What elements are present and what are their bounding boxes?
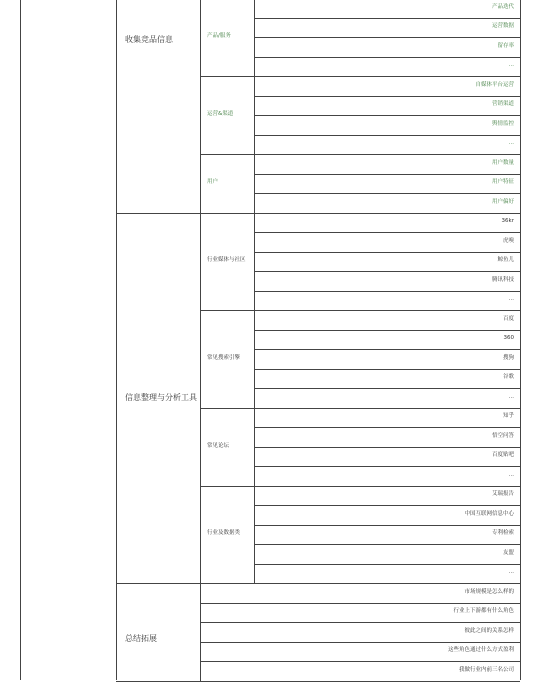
leaf-item: ... [508, 62, 514, 69]
row-divider [200, 642, 520, 643]
leaf-item: 用户特征 [491, 179, 514, 186]
leaf-item: 行业上下游都有什么角色 [453, 608, 514, 615]
leaf-item: 市场规模是怎么样的 [464, 588, 514, 595]
group-label: 产品/服务 [207, 33, 231, 39]
group-border [254, 408, 255, 486]
group-label: 行业及数据类 [207, 530, 241, 537]
group-label: 运营&渠道 [207, 111, 234, 117]
row-divider [254, 369, 520, 370]
leaf-item: 腾讯科技 [491, 276, 514, 283]
section-divider [116, 681, 520, 682]
leaf-item: 谷歌 [502, 374, 514, 381]
leaf-item: 舆情监控 [491, 120, 514, 127]
leaf-item: 我做行业内前三名公司 [458, 666, 514, 673]
group-label: 行业媒体与社区 [207, 257, 246, 264]
leaf-item: 搜狗 [502, 354, 514, 361]
group-border [200, 213, 201, 311]
row-divider [254, 18, 520, 19]
leaf-item: 中国互联网信息中心 [464, 510, 514, 517]
row-divider [254, 135, 520, 136]
row-divider [254, 232, 520, 233]
row-divider [254, 544, 520, 545]
leaf-item: 悟空问答 [491, 432, 514, 439]
row-divider [254, 427, 520, 428]
column-border [520, 0, 521, 680]
row-divider [254, 525, 520, 526]
leaf-item: 百度 [502, 315, 514, 322]
group-border [200, 0, 201, 76]
leaf-item: 专利检索 [491, 530, 514, 537]
leaf-item: ... [508, 569, 514, 576]
row-divider [254, 505, 520, 506]
group-border [254, 0, 255, 76]
row-divider [254, 349, 520, 350]
row-divider [254, 57, 520, 58]
column-border [116, 0, 117, 680]
leaf-item: 用户偏好 [491, 198, 514, 205]
group-border [254, 486, 255, 584]
row-divider [254, 271, 520, 272]
row-divider [254, 466, 520, 467]
group-divider [200, 310, 254, 311]
row-divider [254, 252, 520, 253]
leaf-item: 自媒体平台运营 [475, 81, 514, 88]
row-divider [254, 37, 520, 38]
group-divider [200, 154, 254, 155]
row-divider [254, 447, 520, 448]
leaf-item: 鲸鱼儿 [497, 257, 514, 264]
leaf-item: 营销渠道 [491, 101, 514, 108]
column-border [20, 0, 21, 680]
group-label: 常见论坛 [207, 442, 230, 449]
leaf-item: 知乎 [502, 413, 514, 420]
row-divider [254, 76, 520, 77]
leaf-item: 运营数据 [491, 23, 514, 30]
leaf-item: ... [508, 140, 514, 147]
row-divider [254, 291, 520, 292]
group-border [200, 583, 201, 681]
group-border [254, 310, 255, 408]
row-divider [254, 564, 520, 565]
row-divider [200, 603, 520, 604]
group-border [200, 310, 201, 408]
row-divider [254, 330, 520, 331]
leaf-item: 36kr [501, 218, 514, 225]
row-divider [254, 96, 520, 97]
leaf-item: 产品迭代 [491, 3, 514, 10]
row-divider [254, 408, 520, 409]
section-title: 总结拓展 [125, 634, 157, 643]
leaf-item: ... [508, 471, 514, 478]
section-title: 收集竞品信息 [125, 35, 173, 44]
row-divider [254, 310, 520, 311]
row-divider [254, 174, 520, 175]
leaf-item: ... [508, 393, 514, 400]
group-label: 用户 [207, 179, 219, 186]
row-divider [254, 388, 520, 389]
row-divider [200, 661, 520, 662]
group-border [254, 154, 255, 213]
group-divider [200, 486, 254, 487]
leaf-item: 这些角色通过什么方式盈利 [447, 647, 514, 654]
leaf-item: 360 [503, 335, 514, 342]
row-divider [254, 154, 520, 155]
leaf-item: ... [508, 296, 514, 303]
group-border [254, 213, 255, 311]
group-label: 常见搜索引擎 [207, 354, 241, 361]
leaf-item: 彼此之间的关系怎样 [464, 627, 514, 634]
leaf-item: 虎嗅 [502, 237, 514, 244]
row-divider [254, 486, 520, 487]
section-title: 信息整理与分析工具 [125, 392, 197, 402]
row-divider [254, 115, 520, 116]
group-border [200, 408, 201, 486]
row-divider [254, 193, 520, 194]
section-divider [116, 213, 520, 214]
leaf-item: 用户数量 [491, 159, 514, 166]
group-divider [200, 76, 254, 77]
group-border [200, 154, 201, 213]
leaf-item: 友盟 [502, 549, 514, 556]
group-divider [200, 408, 254, 409]
group-border [200, 76, 201, 154]
section-divider [116, 583, 520, 584]
leaf-item: 艾瑞报告 [491, 491, 514, 498]
group-border [254, 76, 255, 154]
group-border [200, 486, 201, 584]
row-divider [200, 622, 520, 623]
leaf-item: 百度贴吧 [491, 452, 514, 459]
leaf-item: 留存率 [497, 42, 514, 49]
